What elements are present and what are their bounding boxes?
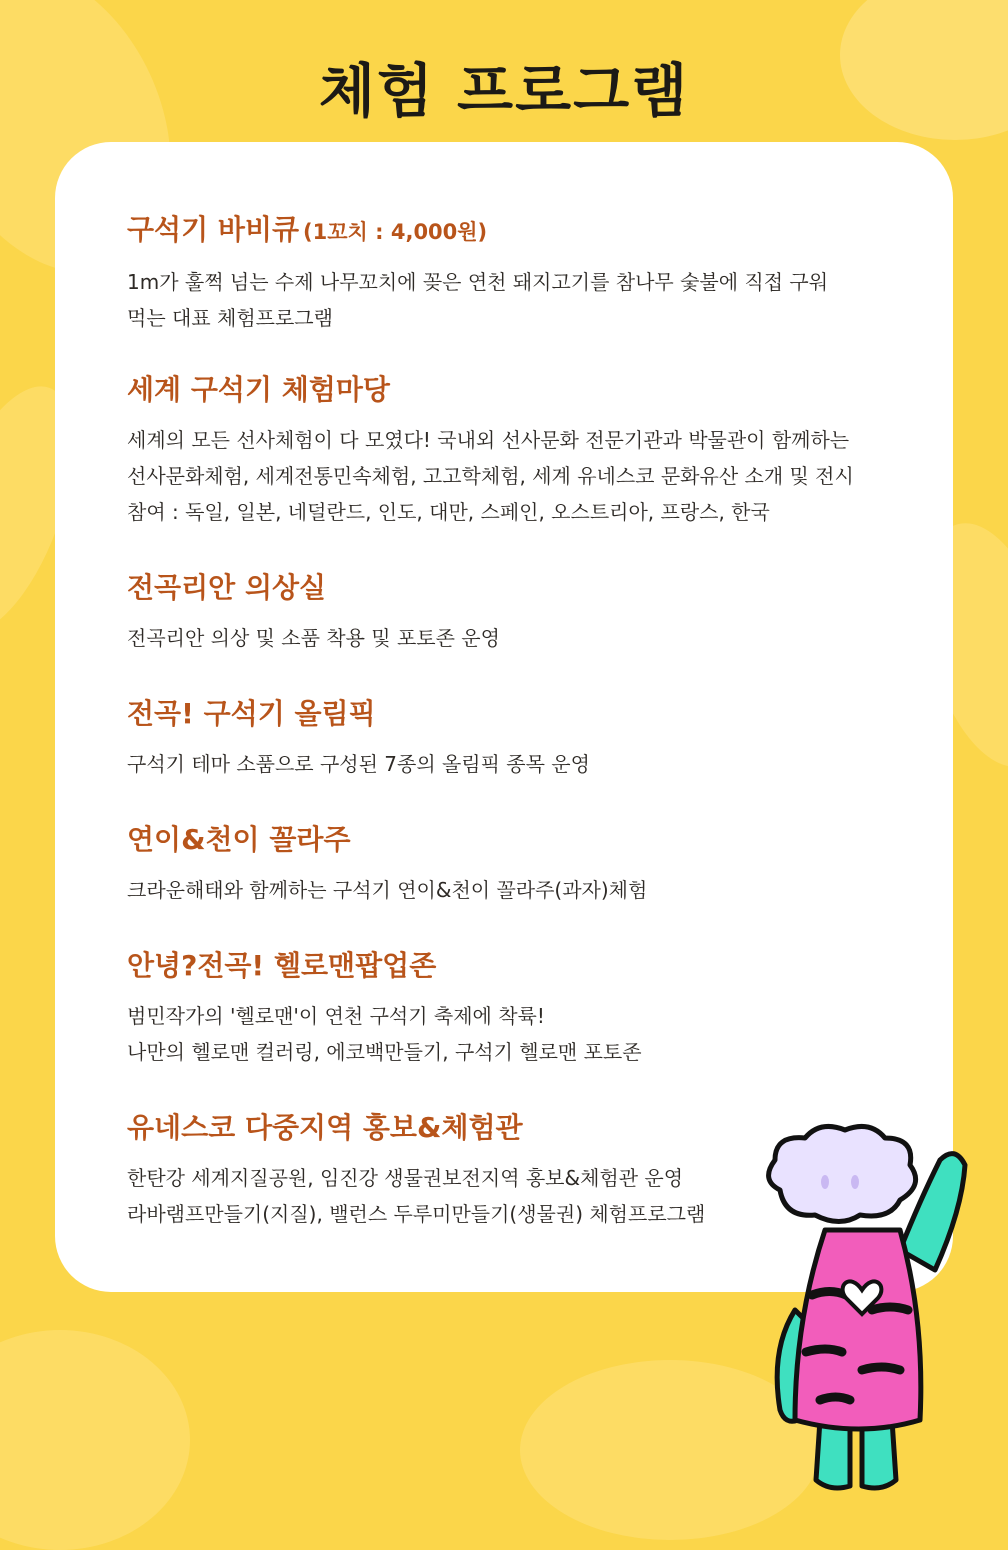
description-line: 라바램프만들기(지질), 밸런스 두루미만들기(생물권) 체험프로그램 <box>127 1202 706 1226</box>
description-line: 전곡리안 의상 및 소품 착용 및 포토존 운영 <box>127 626 500 650</box>
program-item <box>127 696 927 782</box>
background-blob <box>0 1330 190 1550</box>
program-description <box>127 620 927 656</box>
description-line: 범민작가의 '헬로맨'이 연천 구석기 축제에 착륙! <box>127 1004 545 1028</box>
program-title: 전곡! 구석기 올림픽 <box>127 697 376 730</box>
program-price: (1꼬치 : 4,000원) <box>303 220 488 244</box>
program-item <box>127 372 927 530</box>
program-item <box>127 948 927 1070</box>
program-title <box>127 212 927 250</box>
program-title: 연이&천이 꼴라주 <box>127 823 351 856</box>
description-line: 한탄강 세계지질공원, 임진강 생물권보전지역 홍보&체험관 운영 <box>127 1166 684 1190</box>
description-line: 나만의 헬로맨 컬러링, 에코백만들기, 구석기 헬로맨 포토존 <box>127 1040 642 1064</box>
description-line: 크라운해태와 함께하는 구석기 연이&천이 꼴라주(과자)체험 <box>127 878 648 902</box>
program-item <box>127 570 927 656</box>
program-title: 전곡리안 의상실 <box>127 571 327 604</box>
program-item <box>127 212 927 336</box>
program-description <box>127 264 927 336</box>
program-description <box>127 998 927 1070</box>
program-description <box>127 746 927 782</box>
description-line: 구석기 테마 소품으로 구성된 7종의 올림픽 종목 운영 <box>127 752 590 776</box>
cloud-head-mascot-icon <box>750 1120 970 1499</box>
program-title: 안녕?전곡! 헬로맨팝업존 <box>127 949 437 982</box>
program-title: 세계 구석기 체험마당 <box>127 373 390 406</box>
description-line: 먹는 대표 체험프로그램 <box>127 306 333 330</box>
program-title-text: 구석기 바비큐 <box>127 213 300 246</box>
description-line: 세계의 모든 선사체험이 다 모였다! 국내외 선사문화 전문기관과 박물관이 함께하는 <box>127 428 850 452</box>
program-description <box>127 422 927 530</box>
description-line: 선사문화체험, 세계전통민속체험, 고고학체험, 세계 유네스코 문화유산 소개 및 전시 <box>127 464 854 488</box>
description-line: 1m가 훌쩍 넘는 수제 나무꼬치에 꽂은 연천 돼지고기를 참나무 숯불에 직접 구워 <box>127 270 829 294</box>
description-line: 참여 : 독일, 일본, 네덜란드, 인도, 대만, 스페인, 오스트리아, 프랑스, 한국 <box>127 500 770 524</box>
program-item <box>127 822 927 908</box>
program-description <box>127 872 927 908</box>
program-title: 유네스코 다중지역 홍보&체험관 <box>127 1111 523 1144</box>
page-title: 체험 프로그램 <box>318 57 690 125</box>
